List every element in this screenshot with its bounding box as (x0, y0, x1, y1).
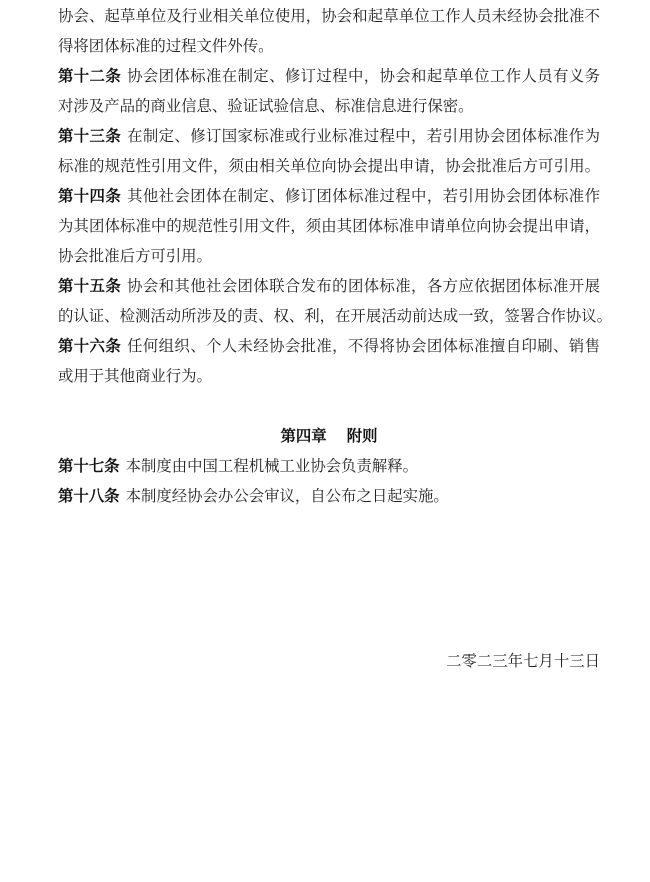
article-18 (58, 481, 449, 511)
article-text: 本制度由中国工程机械工业协会负责解释。 (125, 457, 419, 475)
paragraph-line: 对涉及产品的商业信息、验证试验信息、标准信息进行保密。 (58, 97, 474, 115)
article-text: 协会和其他社会团体联合发布的团体标准，各方应依据团体标准开展 (127, 277, 600, 295)
article-15 (58, 271, 600, 301)
article-text: 在制定、修订国家标准或行业标准过程中，若引用协会团体标准作为 (127, 127, 600, 145)
article-label: 第十二条 (58, 67, 122, 85)
paragraph-line: 的认证、检测活动所涉及的责、权、利，在开展活动前达成一致，签署合作协议。 (58, 307, 613, 325)
article-label: 第十六条 (58, 337, 122, 355)
paragraph-line: 得将团体标准的过程文件外传。 (58, 37, 274, 55)
paragraph-line: 为其团体标准中的规范性引用文件，须由其团体标准申请单位向协会提出申请， (58, 217, 600, 235)
article-label: 第十四条 (58, 187, 122, 205)
article-16 (58, 331, 600, 361)
paragraph-line: 协会批准后方可引用。 (58, 247, 212, 265)
article-text: 其他社会团体在制定、修订团体标准过程中，若引用协会团体标准作 (127, 187, 600, 205)
article-12 (58, 61, 600, 91)
article-label: 第十五条 (58, 277, 122, 295)
article-17 (58, 451, 418, 481)
article-13 (58, 121, 600, 151)
article-text: 协会团体标准在制定、修订过程中，协会和起草单位工作人员有义务 (127, 67, 600, 85)
article-label: 第十七条 (58, 457, 120, 475)
article-text: 本制度经协会办公会审议，自公布之日起实施。 (125, 487, 449, 505)
article-label: 第十三条 (58, 127, 122, 145)
article-label: 第十八条 (58, 487, 120, 505)
chapter-number: 第四章 (280, 427, 327, 445)
article-14 (58, 181, 600, 211)
paragraph-line: 协会、起草单位及行业相关单位使用，协会和起草单位工作人员未经协会批准不 (58, 7, 600, 25)
paragraph-line: 或用于其他商业行为。 (58, 367, 212, 385)
chapter-title: 附则 (346, 427, 378, 445)
document-date: 二零二三年七月十三日 (446, 652, 600, 670)
paragraph-line: 标准的规范性引用文件，须由相关单位向协会提出申请，协会批准后方可引用。 (58, 157, 600, 175)
article-text: 任何组织、个人未经协会批准，不得将协会团体标准擅自印刷、销售 (127, 337, 600, 355)
chapter-heading (58, 421, 600, 451)
